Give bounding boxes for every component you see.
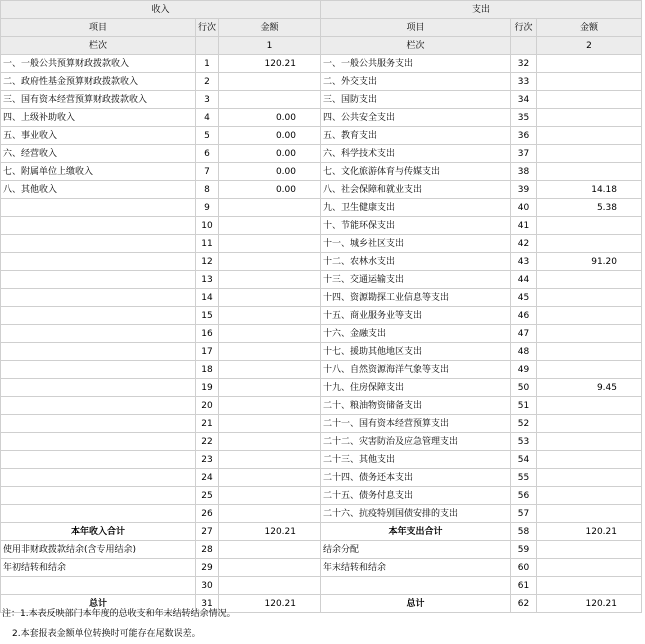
table-row [1,271,642,289]
expense-amount-cell [537,541,642,559]
income-rownum-cell: 23 [196,451,219,469]
income-rownum-cell: 24 [196,469,219,487]
income-rownum-cell: 6 [196,145,219,163]
table-row [1,505,642,523]
table-row [1,163,642,181]
expense-amount-cell [537,325,642,343]
income-item-cell [1,253,196,271]
income-rownum-cell: 19 [196,379,219,397]
expense-item-cell: 十八、自然资源海洋气象等支出 [321,361,511,379]
income-item-cell [1,199,196,217]
expense-item-cell: 八、社会保障和就业支出 [321,181,511,199]
table-row [1,487,642,505]
income-item-cell [1,307,196,325]
expense-rownum-cell: 47 [511,325,537,343]
expense-rownum-cell: 45 [511,289,537,307]
table-row [1,343,642,361]
income-item-cell [1,487,196,505]
expense-item-cell: 年末结转和结余 [321,559,511,577]
expense-rownum-cell: 59 [511,541,537,559]
expense-item-cell: 二、外交支出 [321,73,511,91]
income-rownum-cell: 28 [196,541,219,559]
income-rownum-cell: 26 [196,505,219,523]
expense-item-cell: 六、科学技术支出 [321,145,511,163]
income-amount-cell [219,307,321,325]
income-item-header: 项目 [1,19,196,37]
expense-amount-cell [537,559,642,577]
income-item-cell: 本年收入合计 [1,523,196,541]
income-item-cell [1,343,196,361]
expense-rownum-cell: 38 [511,163,537,181]
expense-rownum-cell: 44 [511,271,537,289]
income-rownum-cell: 31 [196,595,219,613]
income-item-cell [1,361,196,379]
income-rownum-cell: 9 [196,199,219,217]
income-rownum-cell: 3 [196,91,219,109]
expense-amount-cell [537,145,642,163]
income-item-cell [1,289,196,307]
expense-rownum-cell: 32 [511,55,537,73]
expense-amount-cell [537,415,642,433]
table-row [1,307,642,325]
expense-amount-cell [537,433,642,451]
expense-item-cell: 十三、交通运输支出 [321,271,511,289]
expense-amount-cell: 120.21 [537,523,642,541]
expense-item-header: 项目 [321,19,511,37]
income-amount-cell [219,487,321,505]
table-row [1,451,642,469]
income-amount-cell: 0.00 [219,127,321,145]
income-rownum-cell: 5 [196,127,219,145]
table-row [1,217,642,235]
income-rownum-cell: 16 [196,325,219,343]
table-row [1,145,642,163]
expense-amount-cell [537,91,642,109]
income-amount-cell: 120.21 [219,595,321,613]
income-item-cell [1,415,196,433]
income-amount-cell [219,235,321,253]
income-rownum-cell: 29 [196,559,219,577]
expense-rownum-cell: 57 [511,505,537,523]
income-rownum-cell: 8 [196,181,219,199]
expense-rownum-cell: 53 [511,433,537,451]
table-row [1,181,642,199]
expense-amount-cell [537,487,642,505]
expense-rownum-cell: 56 [511,487,537,505]
header-row-columns [1,19,642,37]
expense-amount-cell [537,109,642,127]
income-amount-cell: 0.00 [219,163,321,181]
expense-amount-cell [537,343,642,361]
income-item-cell: 五、事业收入 [1,127,196,145]
expense-amount-header: 金额 [537,19,642,37]
income-item-cell: 六、经营收入 [1,145,196,163]
expense-item-cell: 四、公共安全支出 [321,109,511,127]
expense-rownum-cell: 62 [511,595,537,613]
table-row [1,577,642,595]
expense-amount-cell [537,55,642,73]
expense-rownum-cell: 39 [511,181,537,199]
expense-item-cell: 二十四、债务还本支出 [321,469,511,487]
header-row-lanci [1,37,642,55]
income-amount-cell [219,91,321,109]
expense-rownum-cell: 40 [511,199,537,217]
expense-item-cell: 二十一、国有资本经营预算支出 [321,415,511,433]
income-item-cell [1,397,196,415]
income-amount-cell: 0.00 [219,181,321,199]
income-item-cell: 一、一般公共预算财政拨款收入 [1,55,196,73]
expense-rownum-cell: 43 [511,253,537,271]
expense-rownum-cell: 41 [511,217,537,235]
expense-amount-cell [537,397,642,415]
expense-amount-cell: 120.21 [537,595,642,613]
expense-item-cell: 三、国防支出 [321,91,511,109]
expense-amount-cell [537,289,642,307]
expense-item-cell: 一、一般公共服务支出 [321,55,511,73]
expense-rownum-cell: 55 [511,469,537,487]
income-lanci: 栏次 [1,37,196,55]
expense-col-number: 2 [537,37,642,55]
income-amount-cell [219,451,321,469]
income-item-cell: 四、上级补助收入 [1,109,196,127]
expense-amount-cell: 9.45 [537,379,642,397]
table-row [1,541,642,559]
income-rownum-cell: 10 [196,217,219,235]
expense-amount-cell [537,127,642,145]
table-row [1,109,642,127]
expense-item-cell: 七、文化旅游体育与传媒支出 [321,163,511,181]
income-item-cell [1,217,196,235]
header-row-section [1,1,642,19]
income-amount-cell [219,289,321,307]
expense-rownum-cell: 58 [511,523,537,541]
expense-item-cell: 十一、城乡社区支出 [321,235,511,253]
income-item-cell [1,235,196,253]
table-row [1,253,642,271]
expense-item-cell: 二十二、灾害防治及应急管理支出 [321,433,511,451]
expense-rownum-cell: 49 [511,361,537,379]
footnotes [0,604,645,644]
income-amount-cell [219,505,321,523]
income-amount-cell [219,325,321,343]
expense-item-cell: 本年支出合计 [321,523,511,541]
expense-item-cell: 十、节能环保支出 [321,217,511,235]
income-item-cell: 年初结转和结余 [1,559,196,577]
expense-amount-cell [537,271,642,289]
expense-rownum-cell: 42 [511,235,537,253]
expense-item-cell: 总计 [321,595,511,613]
income-amount-cell [219,541,321,559]
expense-rownum-cell: 50 [511,379,537,397]
table-row [1,397,642,415]
income-rownum-cell: 25 [196,487,219,505]
income-amount-cell [219,397,321,415]
income-amount-cell [219,343,321,361]
expense-amount-cell [537,577,642,595]
income-amount-cell [219,469,321,487]
expense-amount-cell [537,73,642,91]
note-2: 2.本套报表金额单位转换时可能存在尾数误差。 [12,629,201,639]
expense-rownum-header: 行次 [511,19,537,37]
expense-rownum-cell: 36 [511,127,537,145]
expense-item-cell: 二十五、债务付息支出 [321,487,511,505]
income-rownum-cell: 2 [196,73,219,91]
income-item-cell [1,325,196,343]
income-rownum-cell: 4 [196,109,219,127]
income-rownum-cell: 27 [196,523,219,541]
income-header: 收入 [1,1,321,19]
income-item-cell: 二、政府性基金预算财政拨款收入 [1,73,196,91]
income-amount-cell [219,577,321,595]
expense-lanci-blank [511,37,537,55]
expense-item-cell: 二十三、其他支出 [321,451,511,469]
expense-item-cell: 二十六、抗疫特别国债安排的支出 [321,505,511,523]
income-rownum-cell: 13 [196,271,219,289]
table-row [1,325,642,343]
expense-item-cell: 十七、援助其他地区支出 [321,343,511,361]
table-row [1,199,642,217]
expense-rownum-cell: 34 [511,91,537,109]
expense-amount-cell [537,469,642,487]
expense-amount-cell: 14.18 [537,181,642,199]
table-row [1,55,642,73]
expense-item-cell: 十六、金融支出 [321,325,511,343]
expense-rownum-cell: 37 [511,145,537,163]
expense-amount-cell [537,235,642,253]
income-amount-cell [219,379,321,397]
table-row [1,91,642,109]
income-item-cell [1,451,196,469]
expense-amount-cell [537,505,642,523]
income-amount-cell [219,415,321,433]
income-rownum-cell: 7 [196,163,219,181]
income-item-cell [1,577,196,595]
income-amount-cell [219,361,321,379]
expense-rownum-cell: 52 [511,415,537,433]
expense-rownum-cell: 46 [511,307,537,325]
table-row [1,433,642,451]
income-amount-header: 金额 [219,19,321,37]
expense-rownum-cell: 33 [511,73,537,91]
income-rownum-cell: 22 [196,433,219,451]
expense-item-cell: 十四、资源勘探工业信息等支出 [321,289,511,307]
income-lanci-blank [196,37,219,55]
expense-item-cell: 结余分配 [321,541,511,559]
expense-lanci: 栏次 [321,37,511,55]
income-item-cell: 七、附属单位上缴收入 [1,163,196,181]
income-amount-cell: 0.00 [219,109,321,127]
expense-item-cell: 十二、农林水支出 [321,253,511,271]
income-item-cell [1,271,196,289]
table-row [1,73,642,91]
expense-rownum-cell: 48 [511,343,537,361]
income-amount-cell [219,199,321,217]
income-rownum-header: 行次 [196,19,219,37]
expense-amount-cell [537,307,642,325]
income-amount-cell [219,73,321,91]
income-amount-cell [219,559,321,577]
income-rownum-cell: 12 [196,253,219,271]
expense-amount-cell: 5.38 [537,199,642,217]
table-row [1,469,642,487]
expense-amount-cell: 91.20 [537,253,642,271]
income-amount-cell [219,253,321,271]
income-item-cell [1,379,196,397]
income-item-cell: 三、国有资本经营预算财政拨款收入 [1,91,196,109]
income-rownum-cell: 11 [196,235,219,253]
income-rownum-cell: 17 [196,343,219,361]
income-item-cell: 使用非财政拨款结余(含专用结余) [1,541,196,559]
income-amount-cell: 0.00 [219,145,321,163]
income-amount-cell: 120.21 [219,523,321,541]
income-amount-cell [219,217,321,235]
expense-item-cell: 十九、住房保障支出 [321,379,511,397]
income-rownum-cell: 1 [196,55,219,73]
expense-amount-cell [537,361,642,379]
table-row [1,235,642,253]
income-amount-cell [219,433,321,451]
expense-item-cell [321,577,511,595]
table-row [1,415,642,433]
expense-rownum-cell: 61 [511,577,537,595]
income-rownum-cell: 30 [196,577,219,595]
table-row [1,379,642,397]
table-row [1,559,642,577]
expense-amount-cell [537,163,642,181]
expense-item-cell: 五、教育支出 [321,127,511,145]
income-rownum-cell: 20 [196,397,219,415]
income-col-number: 1 [219,37,321,55]
income-item-cell [1,433,196,451]
expense-header: 支出 [321,1,642,19]
note-1: 注：1.本表反映部门本年度的总收支和年末结转结余情况。 [2,609,236,619]
table-row [1,127,642,145]
expense-item-cell: 十五、商业服务业等支出 [321,307,511,325]
income-item-cell: 八、其他收入 [1,181,196,199]
expense-item-cell: 九、卫生健康支出 [321,199,511,217]
expense-amount-cell [537,217,642,235]
expense-amount-cell [537,451,642,469]
expense-rownum-cell: 35 [511,109,537,127]
income-rownum-cell: 18 [196,361,219,379]
table-row [1,523,642,541]
income-rownum-cell: 21 [196,415,219,433]
expense-rownum-cell: 54 [511,451,537,469]
income-amount-cell: 120.21 [219,55,321,73]
expense-item-cell: 二十、粮油物资储备支出 [321,397,511,415]
income-item-cell [1,469,196,487]
income-amount-cell [219,271,321,289]
table-row [1,289,642,307]
expense-rownum-cell: 60 [511,559,537,577]
table-row [1,361,642,379]
income-item-cell [1,505,196,523]
income-item-cell: 总计 [1,595,196,613]
expense-rownum-cell: 51 [511,397,537,415]
income-rownum-cell: 14 [196,289,219,307]
income-rownum-cell: 15 [196,307,219,325]
